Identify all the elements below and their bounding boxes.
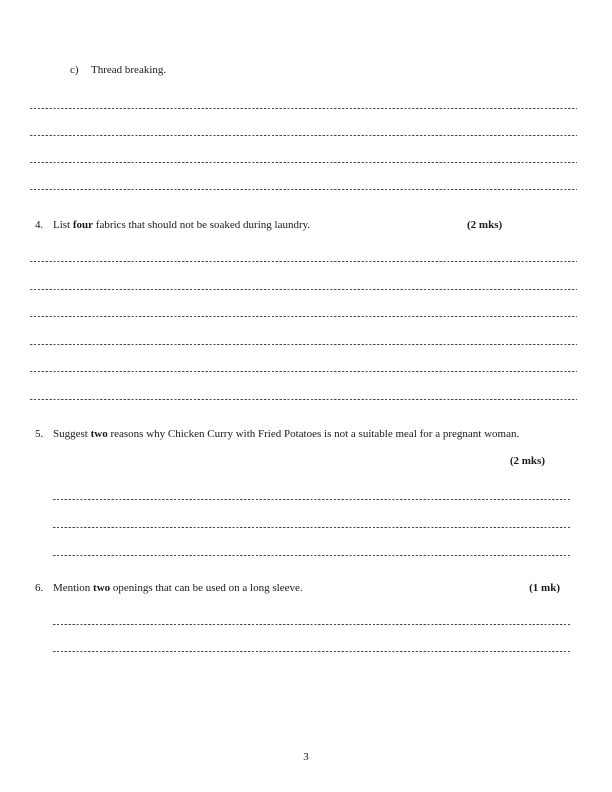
question-4-text-post: fabrics that should not be soaked during laundry.: [93, 219, 311, 231]
question-4: [0, 219, 612, 233]
answer-line: [30, 263, 577, 291]
question-5-text-post: reasons why Chicken Curry with Fried Potatoes is not a suitable meal for a pregnant woman.: [107, 428, 520, 440]
answer-lines-after-c: [30, 82, 577, 190]
answer-line: [53, 528, 570, 556]
answer-line: [53, 472, 570, 500]
question-5-text-pre: Suggest: [53, 428, 91, 440]
question-6-text-bold: two: [93, 582, 111, 594]
answer-line: [30, 345, 577, 373]
question-5-text: [53, 428, 578, 440]
page-number: 3: [303, 751, 309, 763]
question-4-number: 4.: [35, 219, 44, 231]
question-5: [0, 428, 612, 442]
question-4-marks: (2 mks): [467, 219, 503, 231]
subquestion-c-label: c): [70, 64, 79, 76]
question-6-marks: (1 mk): [529, 582, 560, 594]
answer-line: [30, 318, 577, 346]
question-6-text-pre: Mention: [53, 582, 94, 594]
question-6: [0, 582, 612, 596]
answer-line: [30, 373, 577, 401]
answer-lines-after-q5: [53, 472, 570, 556]
answer-line: [30, 235, 577, 263]
question-6-number: 6.: [35, 582, 44, 594]
question-5-text-bold: two: [90, 428, 108, 440]
answer-line: [53, 500, 570, 528]
subquestion-c-text: Thread breaking.: [91, 64, 167, 76]
question-5-marks: (2 mks): [509, 455, 545, 467]
answer-line: [30, 109, 577, 136]
answer-line: [53, 598, 570, 625]
question-4-text-bold: four: [72, 219, 94, 231]
answer-line: [30, 163, 577, 190]
answer-line: [30, 136, 577, 163]
question-4-text-pre: List: [53, 219, 73, 231]
question-5-number: 5.: [35, 428, 44, 440]
question-6-text: [53, 582, 578, 594]
question-6-text-post: openings that can be used on a long sleeve.: [110, 582, 303, 594]
answer-lines-after-q4: [30, 235, 577, 400]
answer-lines-after-q6: [53, 598, 570, 652]
answer-line: [53, 625, 570, 652]
subquestion-c: [0, 64, 612, 78]
answer-line: [30, 82, 577, 109]
answer-line: [30, 290, 577, 318]
question-5-marks-row: [0, 455, 612, 469]
